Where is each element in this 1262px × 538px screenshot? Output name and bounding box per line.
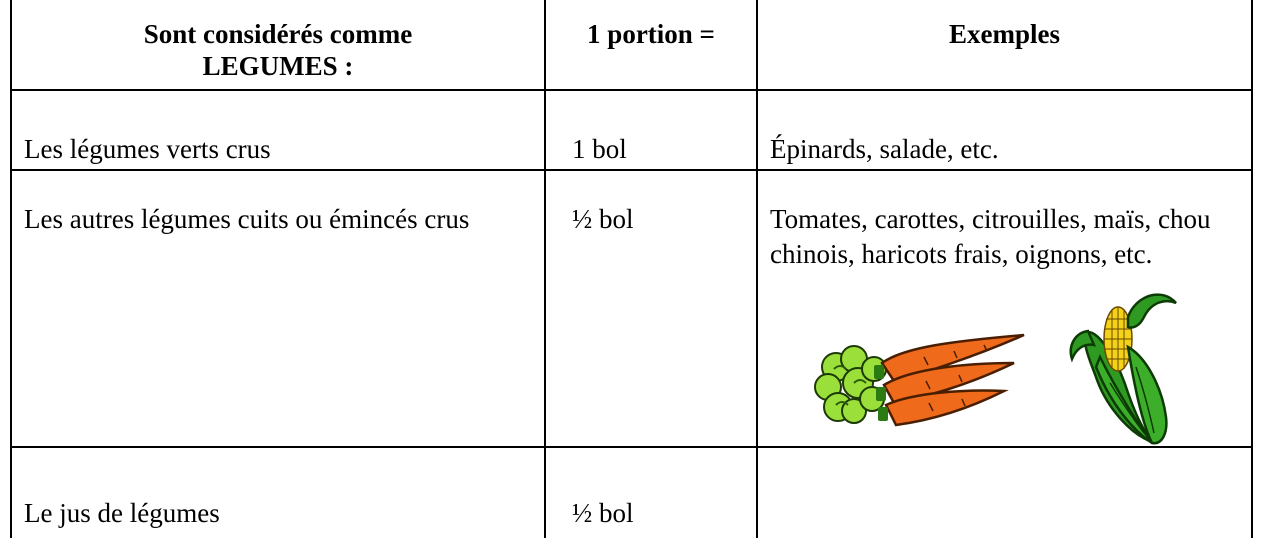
vegetables-portion-table [10,0,1253,538]
header-portion-text: 1 portion = [587,19,715,49]
corn-cob-icon [1066,287,1186,447]
carrot-bunch-icon [814,307,1034,445]
category-text: Le jus de légumes [24,498,220,528]
portion-text: 1 bol [572,134,627,164]
table-row [11,170,1252,447]
category-cell [11,447,545,538]
portion-text: ½ bol [572,498,634,528]
category-text: Les légumes verts crus [24,134,271,164]
table-row [11,447,1252,538]
table-row [11,90,1252,170]
examples-cell [757,170,1252,447]
examples-text [758,448,1251,496]
portion-cell [545,170,757,447]
examples-text: Épinards, salade, etc. [770,134,999,164]
category-text: Les autres légumes cuits ou émincés crus [24,204,470,234]
header-examples-text: Exemples [949,19,1060,49]
header-category [11,0,545,90]
examples-cell [757,447,1252,538]
portion-cell [545,447,757,538]
portion-text: ½ bol [572,204,634,234]
table-header-row [11,0,1252,90]
examples-cell [757,90,1252,170]
examples-text: Tomates, carottes, citrouilles, maïs, chou chinois, haricots frais, oignons, etc. [770,204,1211,269]
portion-cell [545,90,757,170]
header-category-text: Sont considérés comme LEGUMES : [143,19,413,81]
category-cell [11,90,545,170]
header-examples [757,0,1252,90]
header-portion [545,0,757,90]
category-cell [11,170,545,447]
